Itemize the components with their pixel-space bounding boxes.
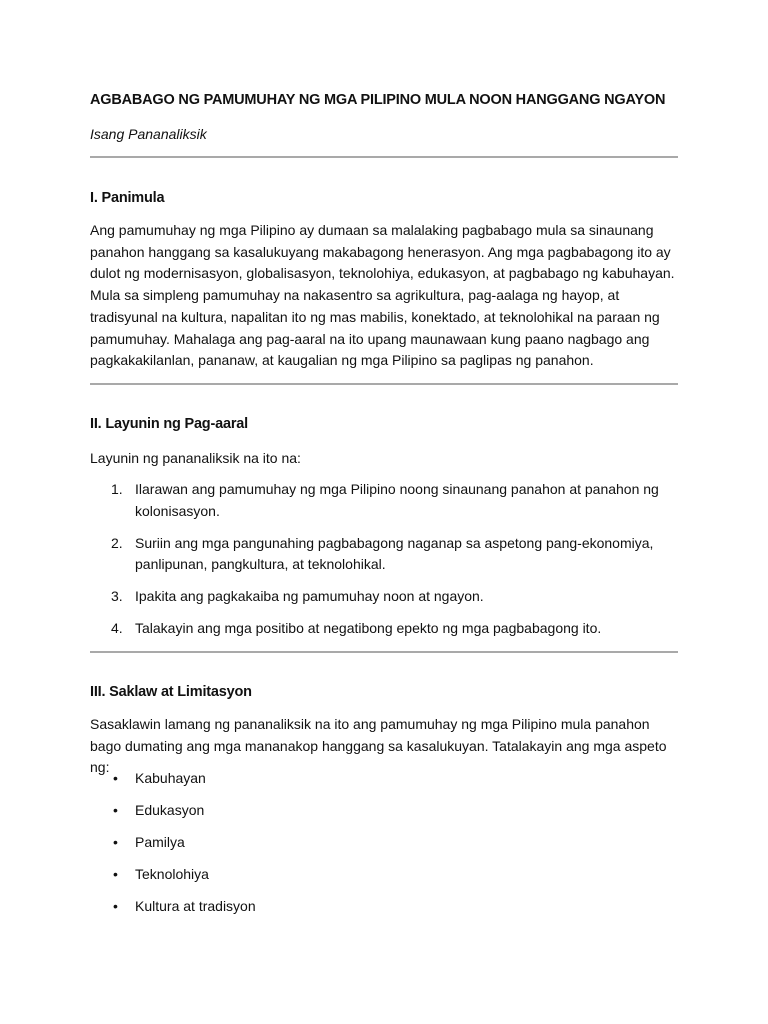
list-number: 3. — [111, 588, 123, 604]
divider-rule — [90, 156, 678, 158]
list-item — [90, 586, 678, 608]
list-item-text: Kultura at tradisyon — [135, 898, 256, 914]
document-subtitle: Isang Pananaliksik — [90, 126, 207, 142]
list-item-text: Edukasyon — [135, 802, 205, 818]
list-item — [90, 832, 678, 854]
bullet-icon: • — [113, 898, 118, 914]
list-item — [90, 618, 678, 640]
list-item-text: Ilarawan ang pamumuhay ng mga Pilipino noong sinaunang panahon at panahon ng kolonisasyon. — [135, 481, 659, 519]
section-heading-panimula: I. Panimula — [90, 190, 165, 206]
section-heading-layunin: II. Layunin ng Pag-aaral — [90, 416, 248, 432]
list-item — [90, 896, 678, 918]
divider-rule — [90, 651, 678, 653]
list-item-text: Kabuhayan — [135, 770, 206, 786]
list-item-text: Teknolohiya — [135, 866, 209, 882]
list-item-text: Talakayin ang mga positibo at negatibong epekto ng mga pagbabagong ito. — [135, 620, 602, 636]
list-item — [90, 768, 678, 790]
aspects-bullet-list — [90, 768, 678, 928]
list-item — [90, 864, 678, 886]
list-item — [90, 479, 678, 522]
section-intro-layunin: Layunin ng pananaliksik na ito na: — [90, 450, 301, 466]
section-paragraph-panimula: Ang pamumuhay ng mga Pilipino ay dumaan sa malalaking pagbabago mula sa sinaunang panahon hanggang sa kasalukuyang makabagong henerasyon. Ang mga pagbabagong ito ay dulot ng modernisasyon, globalisasyon, teknolohiya, edukasyon, at pagbabago ng kabuhayan. Mula sa simpleng pamumuhay na nakasentro sa agrikultura, pag-aalaga ng hayop, at tradisyunal na kultura, napalitan ito ng mas mabilis, konektado, at teknolohikal na paraan ng pamumuhay. Mahalaga ang pag-aaral na ito upang maunawaan kung paano nagbago ang pagkakakilanlan, pananaw, at kaugalian ng mga Pilipino sa paglipas ng panahon. — [90, 222, 675, 369]
list-item-text: Ipakita ang pagkakaiba ng pamumuhay noon at ngayon. — [135, 588, 484, 604]
list-number: 1. — [111, 481, 123, 497]
objectives-list — [90, 479, 678, 650]
bullet-icon: • — [113, 866, 118, 882]
list-number: 2. — [111, 534, 123, 551]
divider-rule — [90, 383, 678, 385]
list-item — [90, 533, 678, 576]
document-title: AGBABAGO NG PAMUMUHAY NG MGA PILIPINO MULA NOON HANGGANG NGAYON — [90, 92, 666, 108]
list-item-text: Pamilya — [135, 834, 185, 850]
list-item — [90, 800, 678, 822]
bullet-icon: • — [113, 802, 118, 818]
list-item-text: Suriin ang mga pangunahing pagbabagong naganap sa aspetong pang-ekonomiya, panlipunan, pangkultura, at teknolohikal. — [135, 534, 654, 572]
bullet-icon: • — [113, 770, 118, 786]
section-heading-saklaw: III. Saklaw at Limitasyon — [90, 684, 252, 700]
list-number: 4. — [111, 620, 123, 636]
bullet-icon: • — [113, 834, 118, 850]
section-paragraph-saklaw: Sasaklawin lamang ng pananaliksik na ito ang pamumuhay ng mga Pilipino mula panahon bago dumating ang mga mananakop hanggang sa kasalukuyan. Tatalakayin ang mga aspeto ng: — [90, 716, 667, 776]
